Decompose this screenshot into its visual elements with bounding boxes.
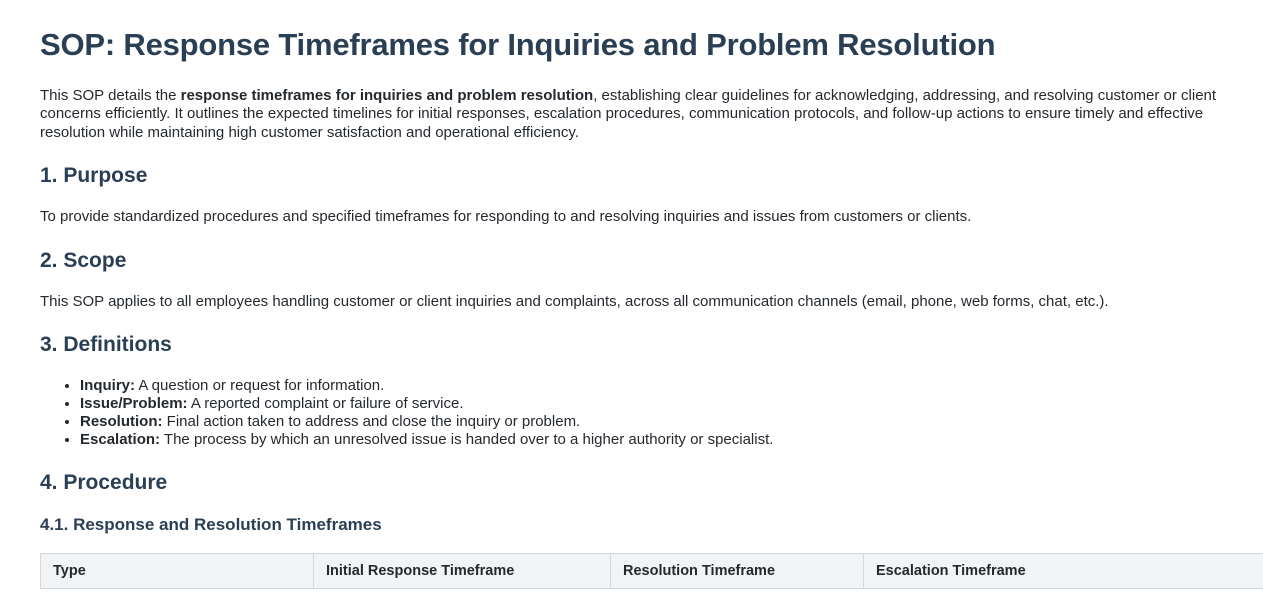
definition-text: The process by which an unresolved issue is handed over to a higher authority or specialist. [160,431,774,449]
section-heading-purpose: 1. Purpose [40,164,148,188]
list-item [80,377,1223,395]
intro-lead: This SOP details the [40,86,181,104]
purpose-paragraph: To provide standardized procedures and specified timeframes for responding to and resolving inquiries and issues from customers or clients. [40,208,972,226]
definition-term: Issue/Problem: [80,395,188,413]
column-header-type: Type [41,554,314,589]
intro-rest: , establishing clear guidelines for acknowledging, addressing, and resolving customer or client concerns efficiently. It outlines the expected timelines for initial responses, escalation procedures, communication protocols, and follow-up actions to ensure timely and effective resolution while maintaining high customer satisfaction and operational efficiency. [40,86,1217,141]
section-heading-definitions: 3. Definitions [40,333,172,357]
definition-term: Resolution: [80,413,163,431]
definition-text: A question or request for information. [135,377,385,395]
list-item [80,431,1223,449]
definitions-list [40,377,1223,449]
definition-text: Final action taken to address and close the inquiry or problem. [162,413,581,431]
page-title: SOP: Response Timeframes for Inquiries and Problem Resolution [40,27,996,62]
section-heading-scope: 2. Scope [40,248,127,272]
definition-term: Inquiry: [80,377,135,395]
column-header-initial-response: Initial Response Timeframe [314,554,611,589]
list-item [80,395,1223,413]
definition-term: Escalation: [80,431,161,449]
column-header-escalation: Escalation Timeframe [864,554,1263,589]
definition-text: A reported complaint or failure of service. [187,395,464,413]
subsection-heading-timeframes: 4.1. Response and Resolution Timeframes [40,515,382,535]
timeframes-table [40,553,1263,589]
column-header-resolution: Resolution Timeframe [611,554,864,589]
intro-emphasis: response timeframes for inquiries and problem resolution [180,86,594,104]
section-heading-procedure: 4. Procedure [40,471,168,495]
list-item [80,413,1223,431]
table-header-row [41,554,1263,589]
scope-paragraph: This SOP applies to all employees handling customer or client inquiries and complaints, across all communication channels (email, phone, web forms, chat, etc.). [40,292,1109,310]
intro-paragraph [40,87,1220,143]
